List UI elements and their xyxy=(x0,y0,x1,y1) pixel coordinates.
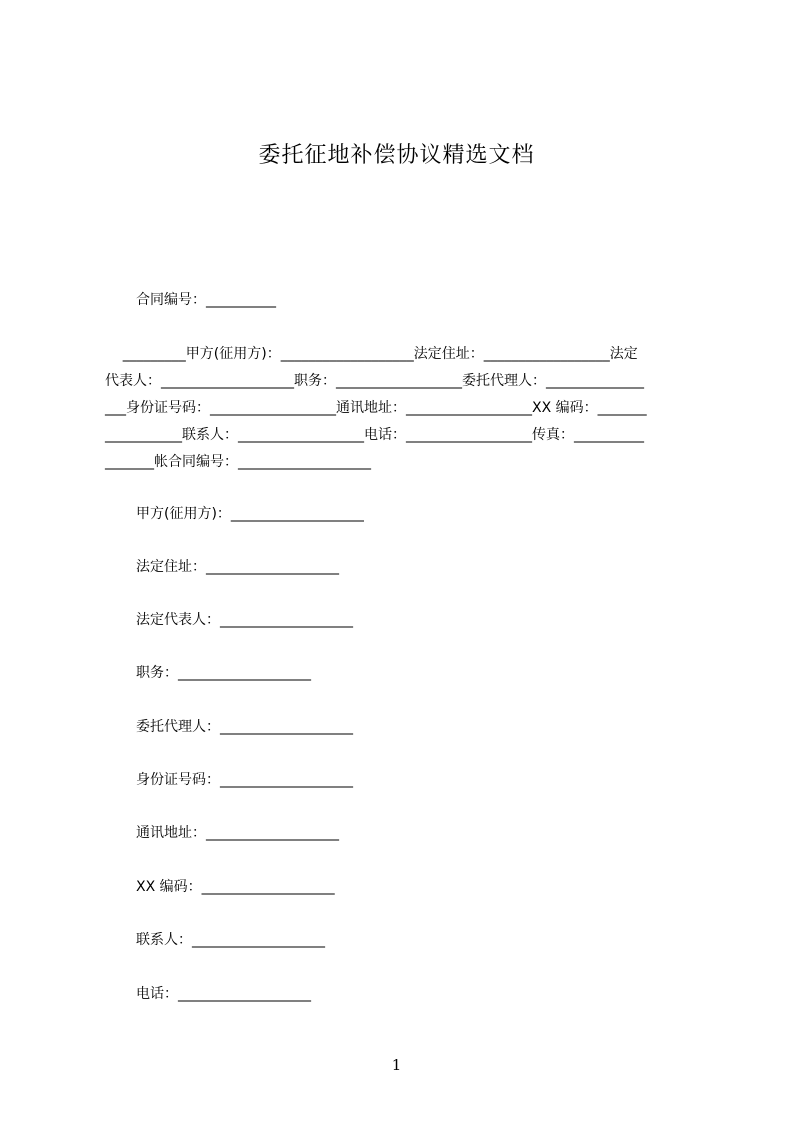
field-legal-address: 法定住址：___________________ xyxy=(136,559,339,575)
party-a-paragraph xyxy=(105,343,705,478)
field-id-number: 身份证号码：___________________ xyxy=(136,772,353,788)
paragraph-line: _________甲方(征用方)：___________________法定住址：__________________法定 xyxy=(105,346,638,362)
field-mailing-address: 通讯地址：___________________ xyxy=(136,825,339,841)
field-authorized-agent: 委托代理人：___________________ xyxy=(136,719,353,735)
field-position: 职务：___________________ xyxy=(136,665,311,681)
contract-number-line: 合同编号：__________ xyxy=(136,292,276,308)
document-title: 委托征地补偿协议精选文档 xyxy=(258,143,535,168)
page-number: 1 xyxy=(391,1056,402,1074)
paragraph-line: _______帐合同编号：___________________ xyxy=(105,454,371,470)
paragraph-line: ___身份证号码：__________________通讯地址：__________________XX 编码：_______ xyxy=(105,400,647,416)
paragraph-line: ___________联系人：__________________电话：__________________传真：__________ xyxy=(105,427,644,443)
field-legal-representative: 法定代表人：___________________ xyxy=(136,612,353,628)
field-party-a: 甲方(征用方)：___________________ xyxy=(136,506,364,522)
field-phone: 电话：___________________ xyxy=(136,986,311,1002)
field-postal-code: XX 编码：___________________ xyxy=(136,879,335,895)
paragraph-line: 代表人：___________________职务：__________________委托代理人：______________ xyxy=(105,373,644,389)
field-contact-person: 联系人：___________________ xyxy=(136,932,325,948)
